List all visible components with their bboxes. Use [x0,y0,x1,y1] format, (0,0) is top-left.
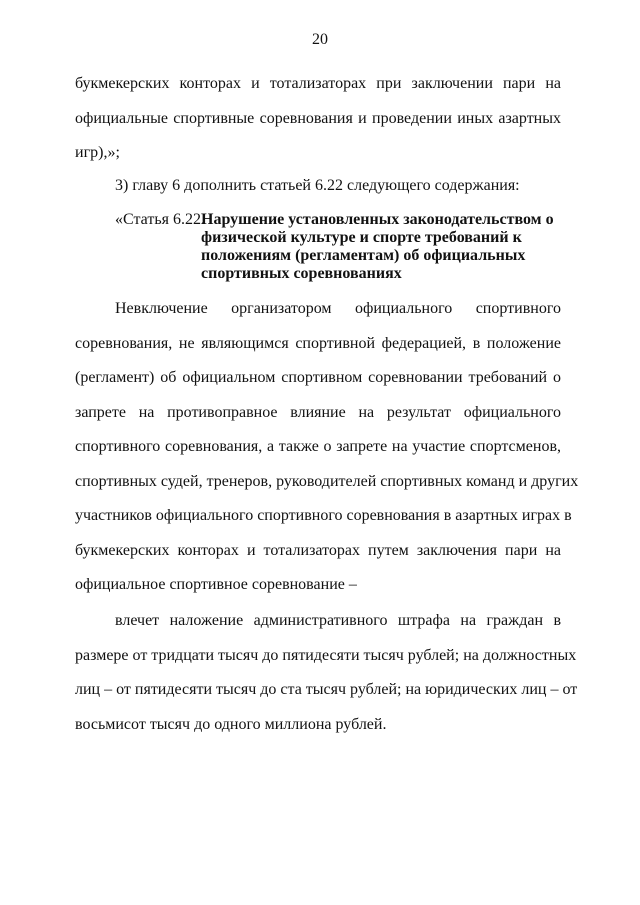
text-line: запрете на противоправное влияние на результат официального [75,403,561,421]
text-line: Невключение организатором официального спортивного [115,300,561,317]
text-line: соревнования, не являющимся спортивной федерацией, в положение [75,334,561,352]
amendment-paragraph [75,169,561,204]
article-title-line: физической культуре и спорте требований к [201,229,522,246]
text-line: размере от тридцати тысяч до пятидесяти тысяч рублей; на должностных [75,646,577,664]
text-line: восьмисот тысяч до одного миллиона рублей. [75,715,387,733]
text-line: (регламент) об официальном спортивном соревновании требований о [75,369,561,386]
text-line: официальные спортивные соревнования и проведении иных азартных [75,109,561,127]
article-title-line: спортивных соревнованиях [201,265,402,282]
page-number: 20 [312,31,328,48]
text-line: игр),»; [75,144,120,161]
article-title [201,211,571,283]
text-line: букмекерских конторах и тотализаторах при заключении пари на [75,75,561,92]
text-line: официальное спортивное соревнование – [75,576,357,593]
article-title-line: Нарушение установленных законодательством о [201,211,554,228]
text-line: букмекерских конторах и тотализаторах путем заключения пари на [75,541,561,559]
text-line: участников официального спортивного соревнования в азартных играх в [75,507,572,524]
text-line: спортивного соревнования, а также о запрете на участие спортсменов, [75,438,561,455]
continuation-text [75,67,561,171]
text-line: спортивных судей, тренеров, руководителей спортивных команд и других [75,472,579,490]
text-line: 3) главу 6 дополнить статьей 6.22 следующего содержания: [115,177,520,194]
penalty-paragraph [75,604,578,742]
article-label: «Статья 6.22. [115,211,205,228]
body-paragraph [75,292,579,603]
text-line: лиц – от пятидесяти тысяч до ста тысяч рублей; на юридических лиц – от [75,681,578,698]
article-title-line: положениям (регламентам) об официальных [201,247,526,264]
text-line: влечет наложение административного штрафа на граждан в [115,612,561,629]
